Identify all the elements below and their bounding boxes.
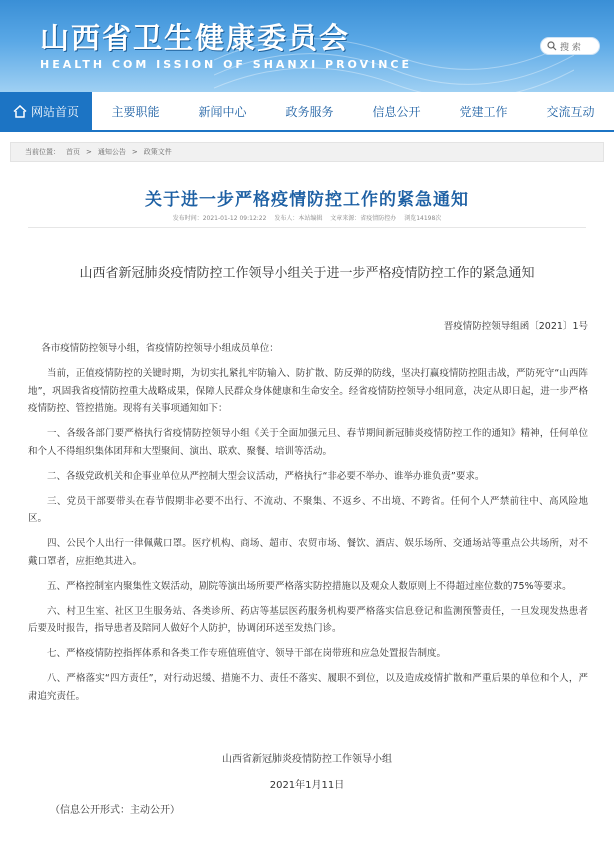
nav-item-interaction[interactable]: [527, 92, 614, 130]
nav-label: 主要职能: [111, 104, 160, 119]
signature-org: 山西省新冠肺炎疫情防控工作领导小组: [222, 754, 392, 765]
article-meta: [0, 213, 614, 222]
nav-label: 网站首页: [30, 104, 79, 119]
breadcrumb: [10, 142, 604, 162]
nav-item-disclosure[interactable]: [353, 92, 440, 130]
paragraph: 三、党员干部要带头在春节假期非必要不出行、不流动、不聚集、不返乡、不出境、不跨省。任何个人严禁前往中、高风险地区。: [28, 495, 588, 524]
breadcrumb-prefix: 当前位置：: [25, 148, 60, 156]
nav-item-services[interactable]: [266, 92, 353, 130]
article-subtitle: 山西省新冠肺炎疫情防控工作领导小组关于进一步严格疫情防控工作的紧急通知: [79, 266, 535, 281]
breadcrumb-separator: >: [131, 148, 138, 156]
paragraph: 四、公民个人出行一律佩戴口罩。医疗机构、商场、超市、农贸市场、餐饮、酒店、娱乐场所、交通场站等重点公共场所，对不戴口罩者，应拒绝其进入。: [28, 538, 588, 567]
search-label: 搜 索: [560, 42, 581, 53]
paragraph: 五、严格控制室内聚集性文娱活动，剧院等演出场所要严格落实防控措施以及观众人数原则上不得超过座位数的75%等要求。: [47, 580, 572, 592]
salutation: 各市疫情防控领导小组，省疫情防控领导小组成员单位：: [41, 343, 279, 354]
search-button[interactable]: [540, 37, 600, 55]
article-body: [28, 340, 588, 713]
signature-date: 2021年1月11日: [269, 780, 345, 791]
nav-label: 政务服务: [285, 104, 334, 119]
site-title: 山西省卫生健康委员会: [40, 21, 351, 55]
breadcrumb-separator: >: [86, 148, 92, 156]
paragraph: 当前，正值疫情防控的关键时期，为切实扎紧扎牢防输入、防扩散、防反弹的防线，坚决打赢疫情防控阻击战，严防死守“山西阵地”，巩固我省疫情防控重大战略成果，保障人民群众身体健康和生命安全。经省疫情防控领导小组同意，决定从即日起，进一步严格疫情防控、管控措施。现将有关事项通知如下：: [28, 368, 588, 414]
breadcrumb-home-link[interactable]: 首页: [66, 148, 80, 156]
nav-label: 交流互动: [546, 104, 595, 119]
home-icon: [13, 105, 27, 118]
nav-label: 新闻中心: [198, 104, 247, 119]
disclosure-note: （信息公开形式：主动公开）: [50, 805, 180, 816]
search-icon: [547, 41, 557, 51]
nav-item-party[interactable]: [440, 92, 527, 130]
publish-time: 发布时间：2021-01-12 09:12:22: [172, 215, 267, 222]
article-title: 关于进一步严格疫情防控工作的紧急通知: [145, 190, 469, 210]
divider: [28, 227, 586, 228]
document-number: 晋疫情防控领导组函〔2021〕1号: [443, 321, 588, 332]
paragraph: 二、各级党政机关和企事业单位从严控制大型会议活动，严格执行“非必要不举办、谁举办谁负责”要求。: [47, 470, 485, 482]
paragraph: 六、村卫生室、社区卫生服务站、各类诊所、药店等基层医药服务机构要严格落实信息登记和监测预警责任，一旦发现发热患者后要及时报告，指导患者及陪同人做好个人防护，协调闭环送至发热门诊。: [28, 605, 588, 634]
paragraph: 七、严格疫情防控指挥体系和各类工作专班值班值守、领导干部在岗带班和应急处置报告制度。: [47, 648, 447, 659]
breadcrumb-policy-link[interactable]: 政策文件: [143, 148, 172, 156]
nav-item-home[interactable]: [0, 92, 92, 130]
paragraph: 一、各级各部门要严格执行省疫情防控领导小组《关于全面加强元旦、春节期间新冠肺炎疫情防控工作的通知》精神，任何单位和个人不得组织集体团拜和大型聚间、演出、联欢、聚餐、培训等活动。: [28, 428, 588, 457]
nav-label: 党建工作: [459, 104, 508, 119]
nav-label: 信息公开: [372, 104, 421, 119]
site-header-banner: [0, 0, 614, 92]
paragraph: 八、严格落实“四方责任”，对行动迟缓、措施不力、责任不落实、履职不到位，以及造成疫情扩散和严重后果的单位和个人，严肃追究责任。: [28, 673, 588, 702]
nav-item-news[interactable]: [179, 92, 266, 130]
publisher: 发布人：本站编辑: [274, 215, 323, 222]
site-title-english: HEALTH COM ISSION OF SHANXI PROVINCE: [40, 58, 413, 71]
article-source: 文章来源：省疫情防控办: [330, 215, 397, 222]
view-count: 浏览14198次: [404, 215, 442, 222]
main-nav: [0, 92, 614, 132]
nav-item-functions[interactable]: [92, 92, 179, 130]
breadcrumb-notices-link[interactable]: 通知公告: [97, 148, 126, 156]
